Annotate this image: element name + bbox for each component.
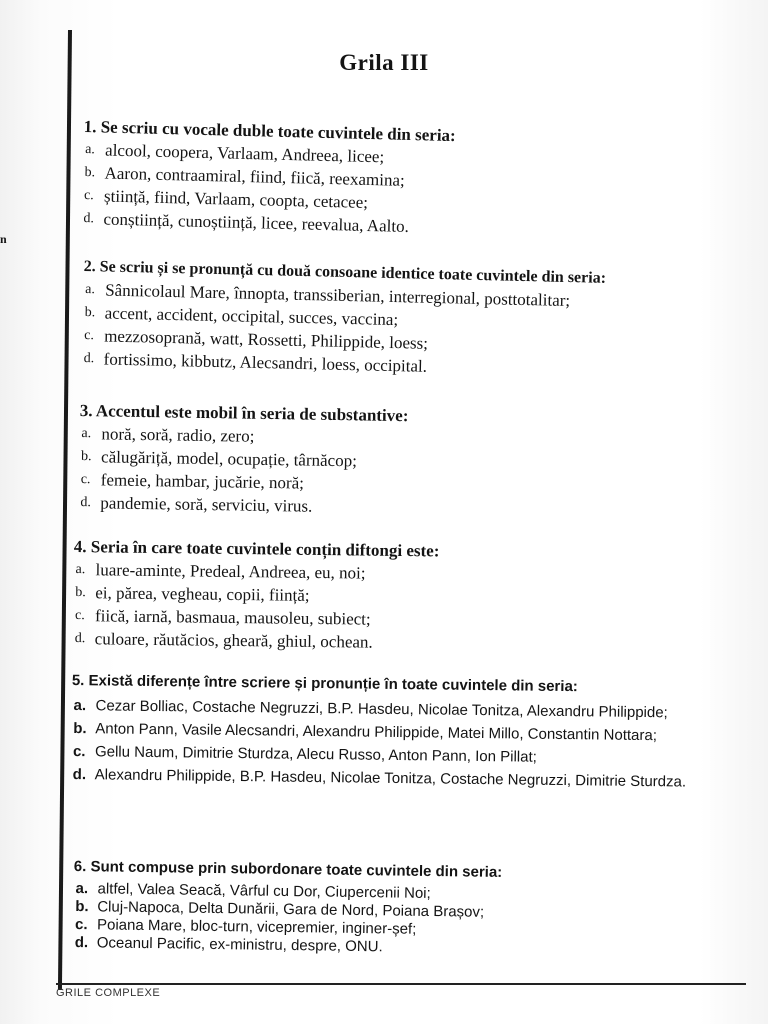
- option-text: mezzosoprană, watt, Rossetti, Philippide, loess;: [103, 326, 429, 353]
- option-text: alcool, coopera, Varlaam, Andreea, licee;: [104, 140, 385, 167]
- question-prompt: Se scriu și se pronunță cu două consoane identice toate cuvintele din seria:: [99, 258, 607, 287]
- option-text: culoare, răutăcios, gheară, ghiul, ochean.: [94, 629, 373, 652]
- option-c: [71, 742, 721, 769]
- option-b: [71, 719, 721, 746]
- option-text: fortissimo, kibbutz, Alecsandri, loess, occipital.: [103, 349, 428, 376]
- option-letter: b.: [75, 898, 89, 916]
- question-text: [72, 670, 722, 700]
- option-text: ei, părea, vegheau, copii, ființă;: [95, 583, 310, 605]
- option-letter: d.: [72, 766, 87, 784]
- option-text: Alexandru Philippide, B.P. Hasdeu, Nicolae Tonitza, Costache Negruzzi, Dimitrie Sturdza.: [94, 766, 687, 791]
- option-text: Anton Pann, Vasile Alecsandri, Alexandru Philippide, Matei Millo, Constantin Nottara;: [95, 720, 658, 745]
- option-d: [71, 765, 721, 792]
- option-letter: c.: [83, 188, 94, 204]
- option-text: accent, accident, occipital, succes, vaccina;: [104, 303, 399, 330]
- option-text: Aaron, contraamiral, fiind, fiică, reexamina;: [104, 163, 405, 190]
- option-letter: b.: [80, 449, 92, 465]
- running-footer: GRILE COMPLEXE: [56, 987, 161, 999]
- option-text: conștiință, cunoștiință, licee, reevalua, Aalto.: [103, 209, 410, 236]
- question-6: [73, 856, 714, 961]
- option-letter: b.: [84, 305, 96, 321]
- option-text: noră, soră, radio, zero;: [101, 424, 255, 446]
- option-letter: a.: [81, 426, 92, 442]
- question-number: 2.: [83, 257, 96, 276]
- option-letter: c.: [74, 916, 88, 934]
- option-text: fiică, iarnă, basmaua, mausoleu, subiect;: [94, 606, 371, 629]
- question-number: 3.: [79, 400, 93, 421]
- question-prompt: Se scriu cu vocale duble toate cuvintele din seria:: [100, 117, 456, 146]
- page-title: Grila III: [339, 50, 429, 75]
- option-letter: c.: [80, 472, 91, 488]
- option-letter: d.: [83, 351, 95, 367]
- option-text: luare-aminte, Predeal, Andreea, eu, noi;: [95, 560, 366, 583]
- question-number: 5.: [71, 671, 85, 690]
- question-4: [73, 536, 734, 658]
- footer-divider: [56, 983, 746, 985]
- option-text: Oceanul Pacific, ex-ministru, despre, ONU.: [96, 934, 383, 956]
- question-prompt: Accentul este mobil în seria de substantive:: [95, 401, 409, 426]
- option-letter: d.: [80, 495, 92, 511]
- option-text: Gellu Naum, Dimitrie Sturdza, Alecu Russo, Anton Pann, Ion Pillat;: [94, 743, 537, 766]
- edge-mark: n: [0, 232, 7, 246]
- option-text: femeie, hambar, jucărie, noră;: [100, 470, 305, 493]
- question-prompt: Sunt compuse prin subordonare toate cuvintele din seria:: [90, 858, 503, 881]
- question-number: 1.: [83, 116, 97, 137]
- option-text: călugăriță, model, ocupație, târnăcop;: [100, 447, 358, 471]
- option-letter: c.: [74, 608, 85, 624]
- option-text: știință, fiind, Varlaam, coopta, cetacee;: [103, 186, 369, 212]
- option-letter: a.: [75, 562, 86, 578]
- option-letter: d.: [74, 631, 86, 647]
- option-letter: c.: [84, 328, 95, 344]
- question-prompt: Seria în care toate cuvintele conțin diftongi este:: [90, 537, 440, 561]
- option-letter: a.: [85, 282, 96, 298]
- question-prompt: Există diferențe între scriere și pronunție în toate cuvintele din seria:: [88, 672, 578, 696]
- option-text: Poiana Mare, bloc-turn, vicepremier, inginer-șef;: [96, 916, 417, 938]
- option-letter: d.: [74, 934, 89, 952]
- question-number: 6.: [73, 857, 87, 876]
- question-3: [78, 400, 740, 524]
- question-2: [81, 256, 743, 385]
- option-letter: c.: [72, 743, 86, 761]
- option-letter: b.: [84, 165, 96, 181]
- option-letter: a.: [84, 142, 96, 158]
- option-letter: d.: [83, 211, 95, 227]
- option-text: Sânnicolaul Mare, înnopta, transsiberian, interregional, posttotalitar;: [105, 280, 571, 311]
- option-letter: a.: [73, 697, 87, 715]
- option-text: Cluj-Napoca, Delta Dunării, Gara de Nord, Poiana Brașov;: [97, 898, 485, 921]
- page-binding-line: [58, 30, 72, 990]
- option-a: [71, 696, 721, 723]
- question-5: [71, 670, 722, 796]
- option-text: pandemie, soră, serviciu, virus.: [100, 493, 313, 516]
- option-letter: a.: [75, 880, 89, 898]
- option-text: Cezar Bolliac, Costache Negruzzi, B.P. Hasdeu, Nicolae Tonitza, Alexandru Philippide;: [95, 697, 668, 722]
- option-letter: b.: [73, 720, 87, 738]
- question-number: 4.: [73, 536, 87, 557]
- question-1: [81, 116, 744, 246]
- option-text: altfel, Valea Seacă, Vârful cu Dor, Ciupercenii Noi;: [97, 880, 431, 902]
- option-letter: b.: [75, 585, 86, 601]
